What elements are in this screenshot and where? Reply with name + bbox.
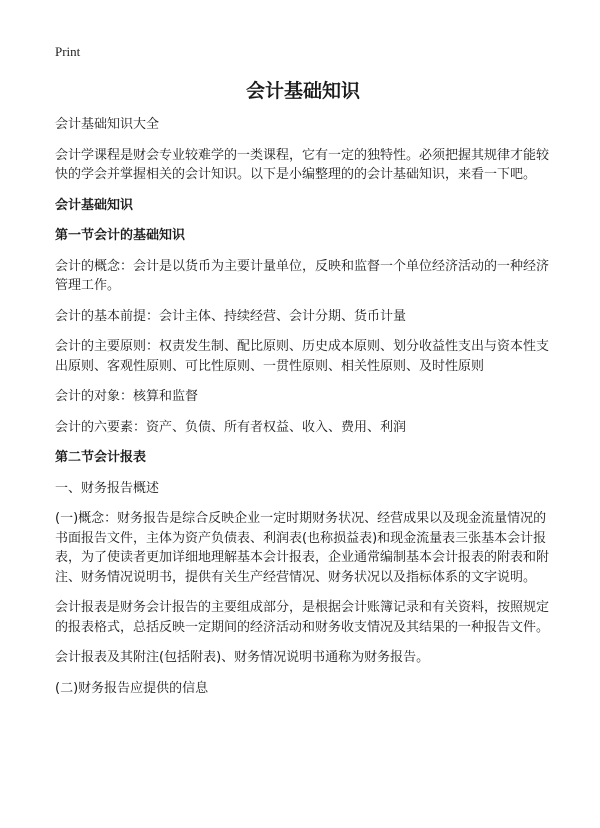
document-content [55, 78, 551, 709]
chapter2-paragraph-concept: (一)概念：财务报告是综合反映企业一定时期财务状况、经营成果以及现金流量情况的书面报告文件，主体为资产负债表、利润表(也称损益表)和现金流量表三张基本会计报表，为了使读者更加详细地理解基本会计报表，企业通常编制基本会计报表的附表和附注、财务情况说明书，提供有关生产经营情况、财务状况以及指标体系的文字说明。 [55, 511, 550, 585]
chapter2-paragraph-info: (二)财务报告应提供的信息 [55, 680, 209, 696]
print-link[interactable]: Print [55, 44, 81, 59]
chapter2-paragraph-statements: 会计报表是财务会计报告的主要组成部分，是根据会计账簿记录和有关资料，按照规定的报表格式，总括反映一定期间的经济活动和财务收支情况及其结果的一种报告文件。 [55, 600, 550, 635]
chapter1-paragraph-principles: 会计的主要原则：权责发生制、配比原则、历史成本原则、划分收益性支出与资本性支出原则、客观性原则、可比性原则、一贯性原则、相关性原则、及时性原则 [55, 339, 550, 374]
section-heading: 会计基础知识 [55, 197, 134, 213]
chapter1-paragraph-elements: 会计的六要素：资产、负债、所有者权益、收入、费用、利润 [55, 419, 407, 435]
chapter1-paragraph-object: 会计的对象：核算和监督 [55, 389, 199, 404]
chapter1-heading: 第一节会计的基础知识 [55, 228, 186, 243]
chapter1-paragraph-concept: 会计的概念：会计是以货币为主要计量单位，反映和监督一个单位经济活动的一种经济管理工作。 [55, 258, 550, 293]
chapter2-heading: 第二节会计报表 [55, 450, 147, 465]
chapter2-paragraph-overview: 一、财务报告概述 [55, 480, 160, 496]
chapter2-paragraph-report: 会计报表及其附注(包括附表)、财务情况说明书通称为财务报告。 [55, 650, 430, 665]
page-title: 会计基础知识 [245, 80, 360, 102]
intro-paragraph: 会计学课程是财会专业较难学的一类课程，它有一定的独特性。必须把握其规律才能较快的学会并掌握相关的会计知识。以下是小编整理的的会计基础知识，来看一下吧。 [55, 147, 550, 182]
subtitle: 会计基础知识大全 [55, 117, 160, 132]
chapter1-paragraph-premises: 会计的基本前提：会计主体、持续经营、会计分期、货币计量 [55, 308, 407, 324]
